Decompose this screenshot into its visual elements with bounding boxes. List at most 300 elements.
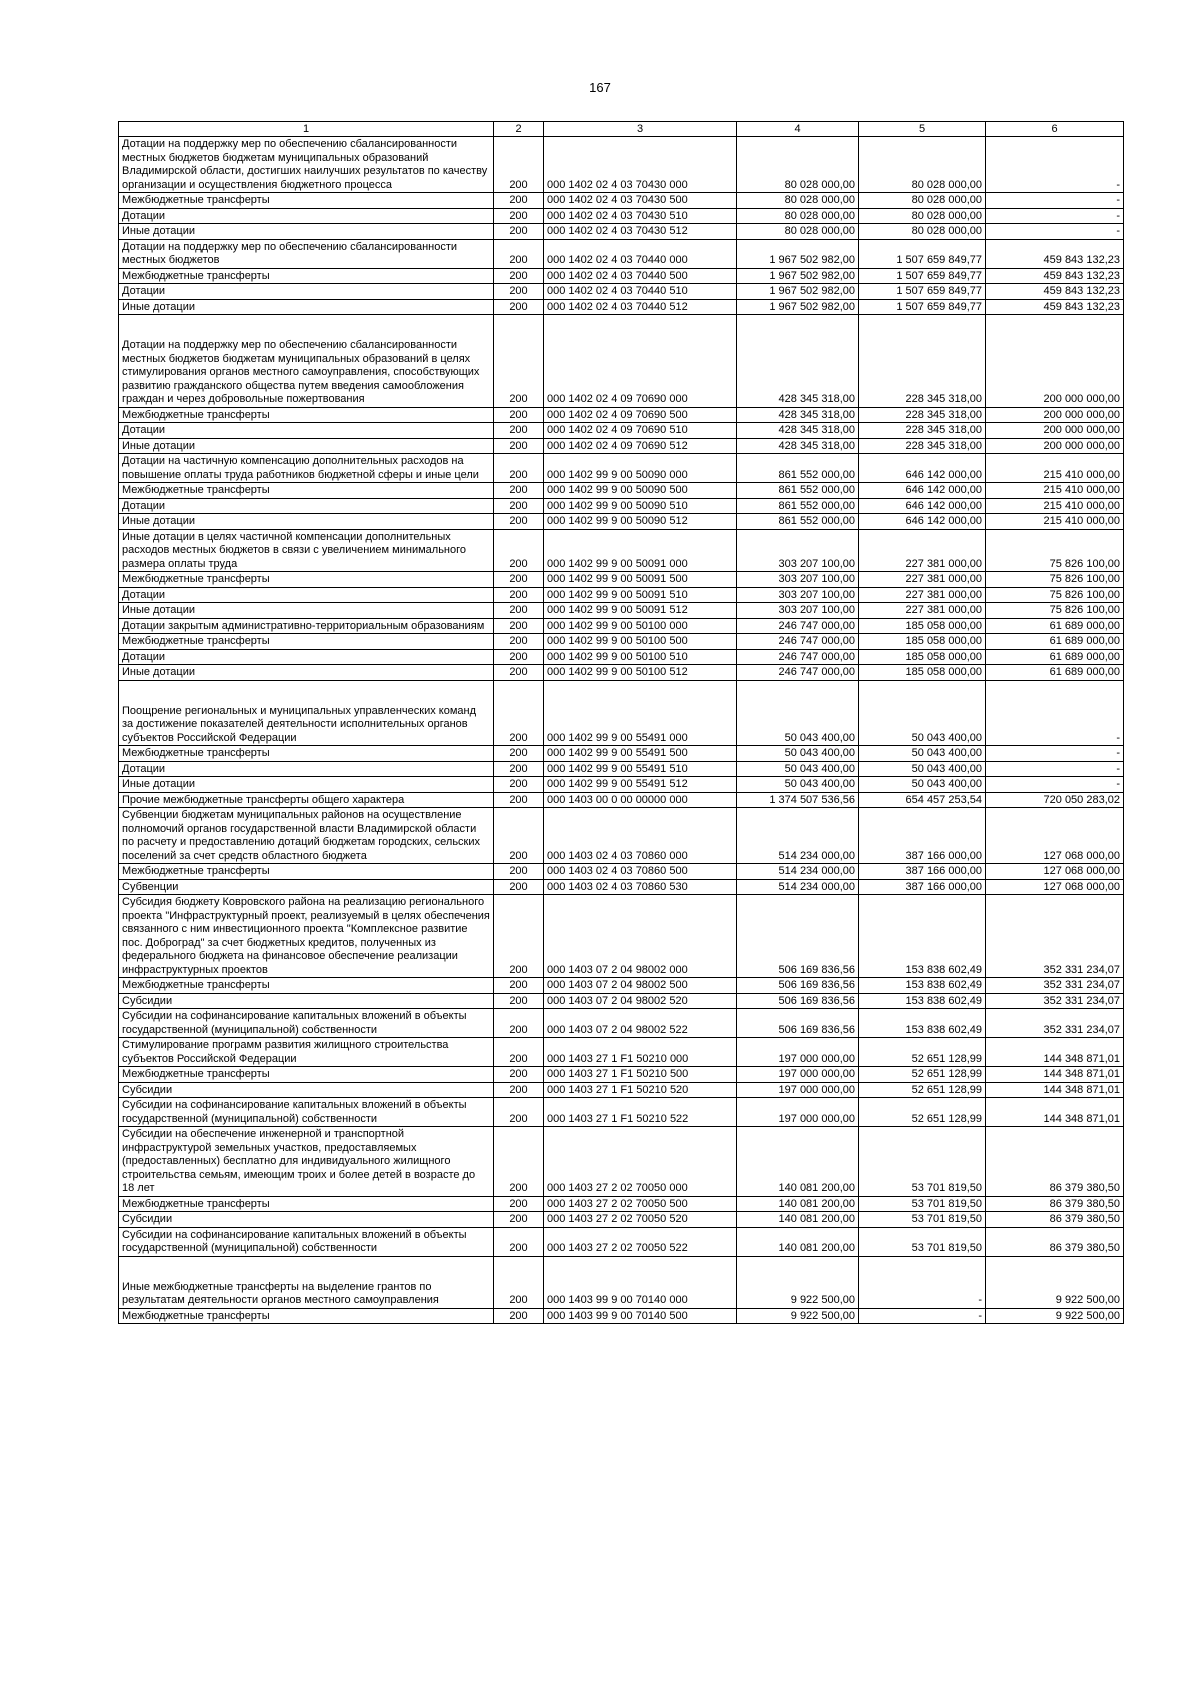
row-approved-amount: 303 207 100,00 <box>737 587 859 603</box>
row-budget-code: 000 1402 99 9 00 50100 000 <box>544 618 737 634</box>
row-budget-code: 000 1402 02 4 03 70430 000 <box>544 137 737 193</box>
row-budget-code: 000 1402 02 4 03 70440 500 <box>544 268 737 284</box>
row-line-code: 200 <box>494 1227 544 1256</box>
table-row <box>119 680 1124 746</box>
row-approved-amount: 506 169 836,56 <box>737 895 859 978</box>
row-name: Межбюджетные трансферты <box>119 407 494 423</box>
table-row <box>119 1082 1124 1098</box>
row-remaining-amount: 352 331 234,07 <box>986 993 1124 1009</box>
row-remaining-amount: 61 689 000,00 <box>986 634 1124 650</box>
row-executed-amount: 646 142 000,00 <box>859 483 986 499</box>
row-remaining-amount: - <box>986 746 1124 762</box>
table-row <box>119 1038 1124 1067</box>
table-row <box>119 618 1124 634</box>
table-row <box>119 978 1124 994</box>
row-executed-amount: 228 345 318,00 <box>859 407 986 423</box>
table-row <box>119 879 1124 895</box>
row-budget-code: 000 1402 02 4 03 70440 000 <box>544 239 737 268</box>
row-budget-code: 000 1403 27 1 F1 50210 522 <box>544 1098 737 1127</box>
row-approved-amount: 50 043 400,00 <box>737 777 859 793</box>
row-remaining-amount: 127 068 000,00 <box>986 879 1124 895</box>
row-name: Субсидии на обеспечение инженерной и транспортной инфраструктурой земельных участков, предоставляемых (предоставленных) бесплатно для индивидуального жилищного строительства семьям, имеющим троих и более детей в возрасте до 18 лет <box>119 1127 494 1197</box>
row-approved-amount: 428 345 318,00 <box>737 315 859 408</box>
table-row <box>119 423 1124 439</box>
row-line-code: 200 <box>494 1212 544 1228</box>
row-name: Иные дотации <box>119 224 494 240</box>
row-line-code: 200 <box>494 649 544 665</box>
row-name: Иные дотации <box>119 299 494 315</box>
col-header-5: 5 <box>859 122 986 137</box>
row-approved-amount: 50 043 400,00 <box>737 746 859 762</box>
row-name: Прочие межбюджетные трансферты общего характера <box>119 792 494 808</box>
row-budget-code: 000 1403 07 2 04 98002 500 <box>544 978 737 994</box>
row-name: Иные дотации <box>119 514 494 530</box>
row-remaining-amount: 86 379 380,50 <box>986 1212 1124 1228</box>
row-approved-amount: 1 374 507 536,56 <box>737 792 859 808</box>
row-executed-amount: 185 058 000,00 <box>859 634 986 650</box>
table-row <box>119 498 1124 514</box>
row-remaining-amount: 127 068 000,00 <box>986 864 1124 880</box>
row-budget-code: 000 1402 99 9 00 50100 510 <box>544 649 737 665</box>
row-budget-code: 000 1403 27 2 02 70050 520 <box>544 1212 737 1228</box>
row-budget-code: 000 1403 99 9 00 70140 000 <box>544 1256 737 1308</box>
row-approved-amount: 140 081 200,00 <box>737 1227 859 1256</box>
table-row <box>119 1067 1124 1083</box>
row-executed-amount: 52 651 128,99 <box>859 1038 986 1067</box>
row-budget-code: 000 1402 99 9 00 50090 500 <box>544 483 737 499</box>
row-budget-code: 000 1402 99 9 00 55491 500 <box>544 746 737 762</box>
row-approved-amount: 246 747 000,00 <box>737 649 859 665</box>
table-row <box>119 224 1124 240</box>
table-body <box>119 137 1124 1324</box>
row-remaining-amount: - <box>986 208 1124 224</box>
row-executed-amount: 50 043 400,00 <box>859 680 986 746</box>
row-approved-amount: 1 967 502 982,00 <box>737 299 859 315</box>
row-approved-amount: 80 028 000,00 <box>737 137 859 193</box>
row-budget-code: 000 1402 99 9 00 50091 512 <box>544 603 737 619</box>
row-approved-amount: 428 345 318,00 <box>737 438 859 454</box>
row-name: Дотации <box>119 208 494 224</box>
row-approved-amount: 428 345 318,00 <box>737 407 859 423</box>
row-name: Иные дотации <box>119 665 494 681</box>
row-executed-amount: 646 142 000,00 <box>859 498 986 514</box>
row-line-code: 200 <box>494 1009 544 1038</box>
row-name: Межбюджетные трансферты <box>119 1308 494 1324</box>
row-name: Субсидии <box>119 1212 494 1228</box>
row-executed-amount: 53 701 819,50 <box>859 1212 986 1228</box>
row-approved-amount: 1 967 502 982,00 <box>737 239 859 268</box>
row-approved-amount: 506 169 836,56 <box>737 993 859 1009</box>
row-name: Межбюджетные трансферты <box>119 1067 494 1083</box>
row-budget-code: 000 1402 02 4 03 70430 512 <box>544 224 737 240</box>
row-remaining-amount: 215 410 000,00 <box>986 483 1124 499</box>
row-executed-amount: 227 381 000,00 <box>859 572 986 588</box>
row-executed-amount: 1 507 659 849,77 <box>859 284 986 300</box>
row-approved-amount: 514 234 000,00 <box>737 879 859 895</box>
row-executed-amount: 227 381 000,00 <box>859 529 986 572</box>
row-name: Межбюджетные трансферты <box>119 864 494 880</box>
table-row <box>119 587 1124 603</box>
page-number: 167 <box>589 80 611 95</box>
row-approved-amount: 428 345 318,00 <box>737 423 859 439</box>
row-line-code: 200 <box>494 618 544 634</box>
row-executed-amount: 1 507 659 849,77 <box>859 299 986 315</box>
table-row <box>119 1127 1124 1197</box>
row-executed-amount: 228 345 318,00 <box>859 423 986 439</box>
row-remaining-amount: 61 689 000,00 <box>986 649 1124 665</box>
table-row <box>119 665 1124 681</box>
row-line-code: 200 <box>494 239 544 268</box>
table-row <box>119 239 1124 268</box>
row-budget-code: 000 1403 07 2 04 98002 000 <box>544 895 737 978</box>
row-budget-code: 000 1403 27 2 02 70050 500 <box>544 1196 737 1212</box>
row-line-code: 200 <box>494 454 544 483</box>
row-remaining-amount: 86 379 380,50 <box>986 1127 1124 1197</box>
row-remaining-amount: 9 922 500,00 <box>986 1256 1124 1308</box>
row-approved-amount: 197 000 000,00 <box>737 1038 859 1067</box>
table-row <box>119 137 1124 193</box>
row-approved-amount: 246 747 000,00 <box>737 665 859 681</box>
row-approved-amount: 1 967 502 982,00 <box>737 268 859 284</box>
row-budget-code: 000 1402 02 4 09 70690 000 <box>544 315 737 408</box>
row-budget-code: 000 1403 27 2 02 70050 000 <box>544 1127 737 1197</box>
row-approved-amount: 80 028 000,00 <box>737 208 859 224</box>
header-row <box>119 122 1124 137</box>
row-budget-code: 000 1402 99 9 00 55491 000 <box>544 680 737 746</box>
row-line-code: 200 <box>494 1067 544 1083</box>
row-name: Межбюджетные трансферты <box>119 483 494 499</box>
table-row <box>119 193 1124 209</box>
table-row <box>119 1009 1124 1038</box>
row-name: Иные дотации <box>119 777 494 793</box>
row-approved-amount: 303 207 100,00 <box>737 572 859 588</box>
row-budget-code: 000 1403 27 1 F1 50210 500 <box>544 1067 737 1083</box>
table-row <box>119 529 1124 572</box>
table-row <box>119 746 1124 762</box>
row-remaining-amount: 75 826 100,00 <box>986 572 1124 588</box>
table-row <box>119 792 1124 808</box>
row-budget-code: 000 1402 99 9 00 50091 510 <box>544 587 737 603</box>
table-row <box>119 1227 1124 1256</box>
row-budget-code: 000 1402 02 4 03 70430 510 <box>544 208 737 224</box>
row-remaining-amount: 352 331 234,07 <box>986 895 1124 978</box>
row-executed-amount: 153 838 602,49 <box>859 895 986 978</box>
row-name: Дотации <box>119 498 494 514</box>
row-executed-amount: 53 701 819,50 <box>859 1127 986 1197</box>
row-approved-amount: 140 081 200,00 <box>737 1212 859 1228</box>
row-name: Поощрение региональных и муниципальных управленческих команд за достижение показателей деятельности исполнительных органов субъектов Российской Федерации <box>119 680 494 746</box>
row-budget-code: 000 1402 99 9 00 50091 000 <box>544 529 737 572</box>
row-approved-amount: 861 552 000,00 <box>737 498 859 514</box>
table-row <box>119 895 1124 978</box>
row-name: Субсидии <box>119 1082 494 1098</box>
row-remaining-amount: - <box>986 777 1124 793</box>
row-name: Межбюджетные трансферты <box>119 1196 494 1212</box>
row-name: Субсидии на софинансирование капитальных вложений в объекты государственной (муниципальной) собственности <box>119 1009 494 1038</box>
row-approved-amount: 140 081 200,00 <box>737 1127 859 1197</box>
row-name: Дотации на частичную компенсацию дополнительных расходов на повышение оплаты труда работников бюджетной сферы и иные цели <box>119 454 494 483</box>
row-remaining-amount: 352 331 234,07 <box>986 978 1124 994</box>
row-approved-amount: 861 552 000,00 <box>737 483 859 499</box>
row-budget-code: 000 1403 27 1 F1 50210 000 <box>544 1038 737 1067</box>
row-name: Дотации на поддержку мер по обеспечению сбалансированности местных бюджетов бюджетам муниципальных образований Владимирской области, достигших наилучших результатов по качеству организации и осуществления бюджетного процесса <box>119 137 494 193</box>
row-line-code: 200 <box>494 1127 544 1197</box>
row-executed-amount: 227 381 000,00 <box>859 603 986 619</box>
row-line-code: 200 <box>494 993 544 1009</box>
row-name: Иные дотации <box>119 438 494 454</box>
table-row <box>119 208 1124 224</box>
row-line-code: 200 <box>494 1308 544 1324</box>
row-remaining-amount: 215 410 000,00 <box>986 498 1124 514</box>
row-name: Межбюджетные трансферты <box>119 634 494 650</box>
row-executed-amount: 50 043 400,00 <box>859 746 986 762</box>
row-executed-amount: 228 345 318,00 <box>859 438 986 454</box>
row-line-code: 200 <box>494 315 544 408</box>
row-executed-amount: 646 142 000,00 <box>859 514 986 530</box>
row-line-code: 200 <box>494 423 544 439</box>
row-remaining-amount: - <box>986 137 1124 193</box>
row-approved-amount: 246 747 000,00 <box>737 634 859 650</box>
row-line-code: 200 <box>494 224 544 240</box>
row-line-code: 200 <box>494 514 544 530</box>
row-executed-amount: 1 507 659 849,77 <box>859 239 986 268</box>
row-remaining-amount: 215 410 000,00 <box>986 514 1124 530</box>
row-executed-amount: - <box>859 1308 986 1324</box>
row-line-code: 200 <box>494 792 544 808</box>
row-line-code: 200 <box>494 438 544 454</box>
row-line-code: 200 <box>494 1082 544 1098</box>
row-line-code: 200 <box>494 879 544 895</box>
row-remaining-amount: 61 689 000,00 <box>986 665 1124 681</box>
row-budget-code: 000 1403 02 4 03 70860 500 <box>544 864 737 880</box>
row-budget-code: 000 1403 00 0 00 00000 000 <box>544 792 737 808</box>
table-row <box>119 1308 1124 1324</box>
row-executed-amount: 153 838 602,49 <box>859 978 986 994</box>
row-approved-amount: 197 000 000,00 <box>737 1098 859 1127</box>
col-header-2: 2 <box>494 122 544 137</box>
row-name: Межбюджетные трансферты <box>119 268 494 284</box>
row-budget-code: 000 1403 27 1 F1 50210 520 <box>544 1082 737 1098</box>
table-row <box>119 864 1124 880</box>
row-approved-amount: 80 028 000,00 <box>737 224 859 240</box>
row-remaining-amount: 127 068 000,00 <box>986 808 1124 864</box>
row-approved-amount: 80 028 000,00 <box>737 193 859 209</box>
row-budget-code: 000 1402 99 9 00 55491 512 <box>544 777 737 793</box>
table-row <box>119 438 1124 454</box>
row-line-code: 200 <box>494 572 544 588</box>
row-approved-amount: 303 207 100,00 <box>737 603 859 619</box>
row-approved-amount: 506 169 836,56 <box>737 1009 859 1038</box>
row-line-code: 200 <box>494 746 544 762</box>
row-remaining-amount: 200 000 000,00 <box>986 315 1124 408</box>
table-row <box>119 572 1124 588</box>
row-remaining-amount: 75 826 100,00 <box>986 587 1124 603</box>
table-row <box>119 514 1124 530</box>
row-approved-amount: 861 552 000,00 <box>737 514 859 530</box>
row-budget-code: 000 1402 99 9 00 50090 512 <box>544 514 737 530</box>
row-budget-code: 000 1403 07 2 04 98002 522 <box>544 1009 737 1038</box>
row-executed-amount: 153 838 602,49 <box>859 993 986 1009</box>
row-line-code: 200 <box>494 603 544 619</box>
row-executed-amount: 53 701 819,50 <box>859 1196 986 1212</box>
row-executed-amount: 80 028 000,00 <box>859 208 986 224</box>
row-approved-amount: 506 169 836,56 <box>737 978 859 994</box>
table-row <box>119 1196 1124 1212</box>
row-name: Дотации <box>119 284 494 300</box>
col-header-6: 6 <box>986 122 1124 137</box>
row-remaining-amount: 215 410 000,00 <box>986 454 1124 483</box>
row-executed-amount: 52 651 128,99 <box>859 1067 986 1083</box>
row-remaining-amount: 200 000 000,00 <box>986 438 1124 454</box>
row-line-code: 200 <box>494 1196 544 1212</box>
row-line-code: 200 <box>494 587 544 603</box>
row-executed-amount: 50 043 400,00 <box>859 777 986 793</box>
table-row <box>119 808 1124 864</box>
table-row <box>119 407 1124 423</box>
row-name: Дотации <box>119 587 494 603</box>
row-approved-amount: 9 922 500,00 <box>737 1308 859 1324</box>
row-approved-amount: 197 000 000,00 <box>737 1067 859 1083</box>
row-approved-amount: 861 552 000,00 <box>737 454 859 483</box>
row-remaining-amount: - <box>986 193 1124 209</box>
row-approved-amount: 140 081 200,00 <box>737 1196 859 1212</box>
row-name: Межбюджетные трансферты <box>119 746 494 762</box>
row-line-code: 200 <box>494 483 544 499</box>
row-name: Иные дотации <box>119 603 494 619</box>
row-line-code: 200 <box>494 299 544 315</box>
row-line-code: 200 <box>494 1038 544 1067</box>
row-name: Субсидия бюджету Ковровского района на реализацию регионального проекта "Инфраструктурный проект, реализуемый в целях обеспечения связанного с ним инвестиционного проекта "Комплексное развитие пос. Доброград" за счет бюджетных кредитов, полученных из федерального бюджета на финансовое обеспечение реализации инфраструктурных проектов <box>119 895 494 978</box>
row-executed-amount: 387 166 000,00 <box>859 864 986 880</box>
table-row <box>119 761 1124 777</box>
table-row <box>119 649 1124 665</box>
row-remaining-amount: 352 331 234,07 <box>986 1009 1124 1038</box>
row-remaining-amount: 144 348 871,01 <box>986 1038 1124 1067</box>
row-line-code: 200 <box>494 1256 544 1308</box>
row-approved-amount: 50 043 400,00 <box>737 680 859 746</box>
row-executed-amount: 646 142 000,00 <box>859 454 986 483</box>
row-remaining-amount: 200 000 000,00 <box>986 407 1124 423</box>
row-budget-code: 000 1402 02 4 03 70430 500 <box>544 193 737 209</box>
row-remaining-amount: 459 843 132,23 <box>986 299 1124 315</box>
row-name: Субсидии на софинансирование капитальных вложений в объекты государственной (муниципальной) собственности <box>119 1098 494 1127</box>
row-budget-code: 000 1403 02 4 03 70860 530 <box>544 879 737 895</box>
row-executed-amount: 228 345 318,00 <box>859 315 986 408</box>
row-line-code: 200 <box>494 284 544 300</box>
row-line-code: 200 <box>494 208 544 224</box>
row-approved-amount: 514 234 000,00 <box>737 808 859 864</box>
col-header-4: 4 <box>737 122 859 137</box>
table-row <box>119 315 1124 408</box>
row-line-code: 200 <box>494 407 544 423</box>
row-approved-amount: 50 043 400,00 <box>737 761 859 777</box>
row-remaining-amount: 86 379 380,50 <box>986 1196 1124 1212</box>
row-remaining-amount: 144 348 871,01 <box>986 1082 1124 1098</box>
row-name: Межбюджетные трансферты <box>119 193 494 209</box>
row-executed-amount: 80 028 000,00 <box>859 224 986 240</box>
row-remaining-amount: - <box>986 224 1124 240</box>
row-executed-amount: 153 838 602,49 <box>859 1009 986 1038</box>
row-remaining-amount: 75 826 100,00 <box>986 529 1124 572</box>
row-budget-code: 000 1402 99 9 00 50100 500 <box>544 634 737 650</box>
row-remaining-amount: 61 689 000,00 <box>986 618 1124 634</box>
row-line-code: 200 <box>494 777 544 793</box>
row-name: Межбюджетные трансферты <box>119 572 494 588</box>
row-name: Дотации закрытым административно-территориальным образованиям <box>119 618 494 634</box>
row-executed-amount: 185 058 000,00 <box>859 649 986 665</box>
row-remaining-amount: 75 826 100,00 <box>986 603 1124 619</box>
row-executed-amount: 387 166 000,00 <box>859 808 986 864</box>
row-name: Дотации <box>119 423 494 439</box>
col-header-3: 3 <box>544 122 737 137</box>
row-executed-amount: 52 651 128,99 <box>859 1082 986 1098</box>
row-name: Дотации на поддержку мер по обеспечению сбалансированности местных бюджетов бюджетам муниципальных образований в целях стимулирования органов местного самоуправления, способствующих развитию гражданского общества путем введения самообложения граждан и через добровольные пожертвования <box>119 315 494 408</box>
row-approved-amount: 197 000 000,00 <box>737 1082 859 1098</box>
row-remaining-amount: 459 843 132,23 <box>986 284 1124 300</box>
row-budget-code: 000 1402 99 9 00 55491 510 <box>544 761 737 777</box>
row-line-code: 200 <box>494 268 544 284</box>
row-name: Субсидии на софинансирование капитальных вложений в объекты государственной (муниципальной) собственности <box>119 1227 494 1256</box>
row-name: Дотации <box>119 649 494 665</box>
row-remaining-amount: - <box>986 761 1124 777</box>
row-line-code: 200 <box>494 761 544 777</box>
row-budget-code: 000 1402 02 4 09 70690 500 <box>544 407 737 423</box>
row-line-code: 200 <box>494 864 544 880</box>
row-remaining-amount: 200 000 000,00 <box>986 423 1124 439</box>
table-row <box>119 268 1124 284</box>
row-remaining-amount: - <box>986 680 1124 746</box>
row-budget-code: 000 1402 02 4 03 70440 512 <box>544 299 737 315</box>
row-executed-amount: 387 166 000,00 <box>859 879 986 895</box>
row-line-code: 200 <box>494 808 544 864</box>
row-executed-amount: - <box>859 1256 986 1308</box>
table-row <box>119 993 1124 1009</box>
row-name: Субсидии <box>119 993 494 1009</box>
row-executed-amount: 185 058 000,00 <box>859 618 986 634</box>
row-remaining-amount: 9 922 500,00 <box>986 1308 1124 1324</box>
col-header-1: 1 <box>119 122 494 137</box>
row-name: Субвенции бюджетам муниципальных районов на осуществление полномочий органов государственной власти Владимирской области по расчету и предоставлению дотаций бюджетам городских, сельских поселений за счет средств областного бюджета <box>119 808 494 864</box>
row-name: Межбюджетные трансферты <box>119 978 494 994</box>
row-approved-amount: 514 234 000,00 <box>737 864 859 880</box>
row-line-code: 200 <box>494 634 544 650</box>
row-budget-code: 000 1402 02 4 09 70690 512 <box>544 438 737 454</box>
table-row <box>119 777 1124 793</box>
row-executed-amount: 80 028 000,00 <box>859 137 986 193</box>
row-budget-code: 000 1402 99 9 00 50091 500 <box>544 572 737 588</box>
row-remaining-amount: 720 050 283,02 <box>986 792 1124 808</box>
table-row <box>119 299 1124 315</box>
row-approved-amount: 9 922 500,00 <box>737 1256 859 1308</box>
table-row <box>119 483 1124 499</box>
row-budget-code: 000 1403 02 4 03 70860 000 <box>544 808 737 864</box>
row-executed-amount: 50 043 400,00 <box>859 761 986 777</box>
row-remaining-amount: 144 348 871,01 <box>986 1067 1124 1083</box>
row-budget-code: 000 1402 02 4 03 70440 510 <box>544 284 737 300</box>
table-row <box>119 1098 1124 1127</box>
row-budget-code: 000 1402 02 4 09 70690 510 <box>544 423 737 439</box>
row-name: Иные межбюджетные трансферты на выделение грантов по результатам деятельности органов местного самоуправления <box>119 1256 494 1308</box>
row-budget-code: 000 1403 99 9 00 70140 500 <box>544 1308 737 1324</box>
table-row <box>119 454 1124 483</box>
row-remaining-amount: 459 843 132,23 <box>986 239 1124 268</box>
row-line-code: 200 <box>494 978 544 994</box>
row-line-code: 200 <box>494 529 544 572</box>
row-executed-amount: 654 457 253,54 <box>859 792 986 808</box>
row-name: Иные дотации в целях частичной компенсации дополнительных расходов местных бюджетов в связи с увеличением минимального размера оплаты труда <box>119 529 494 572</box>
row-remaining-amount: 459 843 132,23 <box>986 268 1124 284</box>
table-row <box>119 284 1124 300</box>
